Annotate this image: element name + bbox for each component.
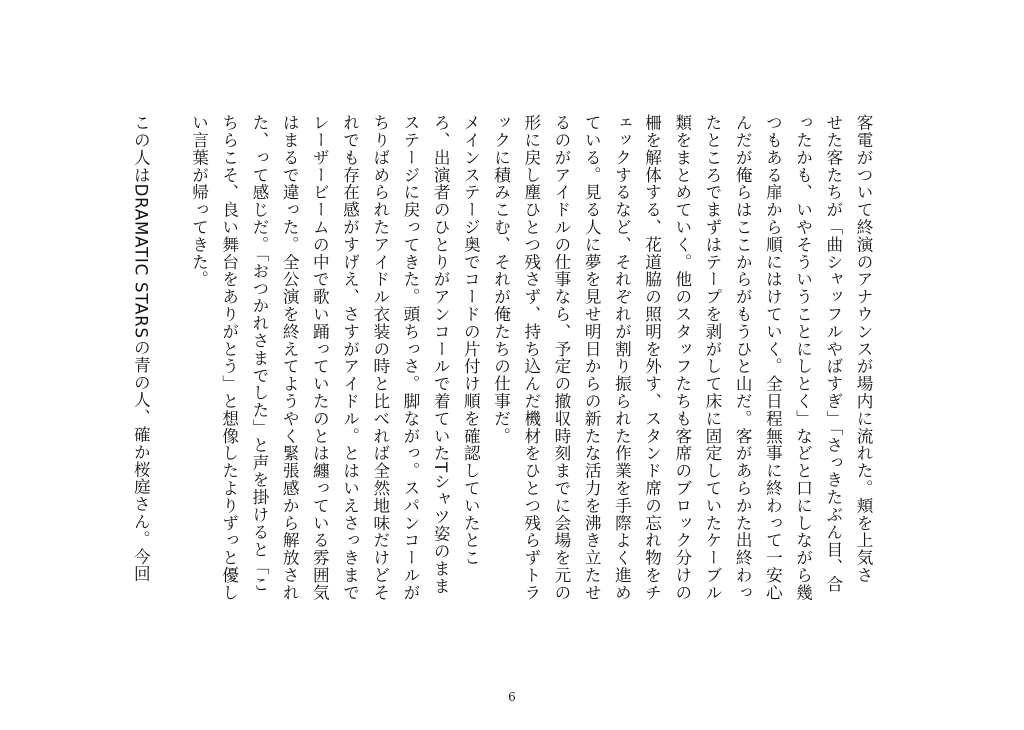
text-line: ステージに戻ってきた。頭ちっさ。脚ながっ。スパンコールが xyxy=(400,114,420,602)
paragraph-3 xyxy=(125,114,155,674)
text-line: つもある扉から順にはけていく。全日程無事に終わって一安心 xyxy=(763,114,783,602)
text-line: ェックするなど、それぞれが割り振られた作業を手際よく進め xyxy=(612,114,632,602)
text-line: た、って感じだ。「おつかれさまでした」と声を掛けると「こ xyxy=(249,114,269,593)
text-line: 柵を解体する、花道脇の照明を外す、スタンド席の忘れ物をチ xyxy=(642,114,662,602)
text-line: この人はDRAMATIC STARSの青の人、確か桜庭さん。今回 xyxy=(131,114,151,583)
text-line: れでも存在感がすげえ、さすがアイドル。とはいえさっきまで xyxy=(340,114,360,602)
text-line: メインステージ奥でコードの片付け順を確認していたとこ xyxy=(461,114,481,567)
body-text xyxy=(97,114,878,674)
text-line: い言葉が帰ってきた。 xyxy=(189,114,209,288)
text-line: 形に戻し塵ひとつ残さず、持ち込んだ機材をひとつ残らずトラ xyxy=(521,114,541,602)
text-line: せた客たちが「曲シャッフルやばすぎ」「さっきたぶん目、合 xyxy=(823,114,843,593)
text-line: ちらこそ、良い舞台をありがとう」と想像したよりずっと優し xyxy=(219,114,239,602)
text-line: ている。見る人に夢を見せ明日からの新たな活力を沸き立たせ xyxy=(582,114,602,602)
text-line: レーザービームの中で歌い踊っていたのとは纏っている雰囲気 xyxy=(310,114,330,602)
text-line: ちりばめられたアイドル衣装の時と比べれば全然地味だけどそ xyxy=(370,114,390,602)
text-line: ックに積みこむ、それが俺たちの仕事だ。 xyxy=(491,114,511,445)
text-line: 類をまとめていく。他のスタッフたちも客席のブロック分けの xyxy=(672,114,692,602)
paragraph-1 xyxy=(485,114,878,674)
text-line: るのがアイドルの仕事なら、予定の撤収時刻までに会場を元の xyxy=(551,114,571,602)
text-line: たところでまずはテープを剥がして床に固定していたケーブル xyxy=(702,114,722,602)
text-line: 客電がついて終演のアナウンスが場内に流れた。頬を上気さ xyxy=(854,114,873,584)
text-line: んだが俺らはここからがもうひと山だ。客があらかた出終わっ xyxy=(733,114,753,602)
paragraph-2 xyxy=(183,114,485,674)
text-line: はまるで違った。全公演を終えてようやく緊張感から解放され xyxy=(280,114,300,602)
page-number: 6 xyxy=(508,690,516,704)
text-line: ったかも、いやそういうことにしとく」などと口にしながら幾 xyxy=(793,114,813,602)
text-line: ろ、出演者のひとりがアンコールで着ていたTシャツ姿のまま xyxy=(431,114,451,595)
